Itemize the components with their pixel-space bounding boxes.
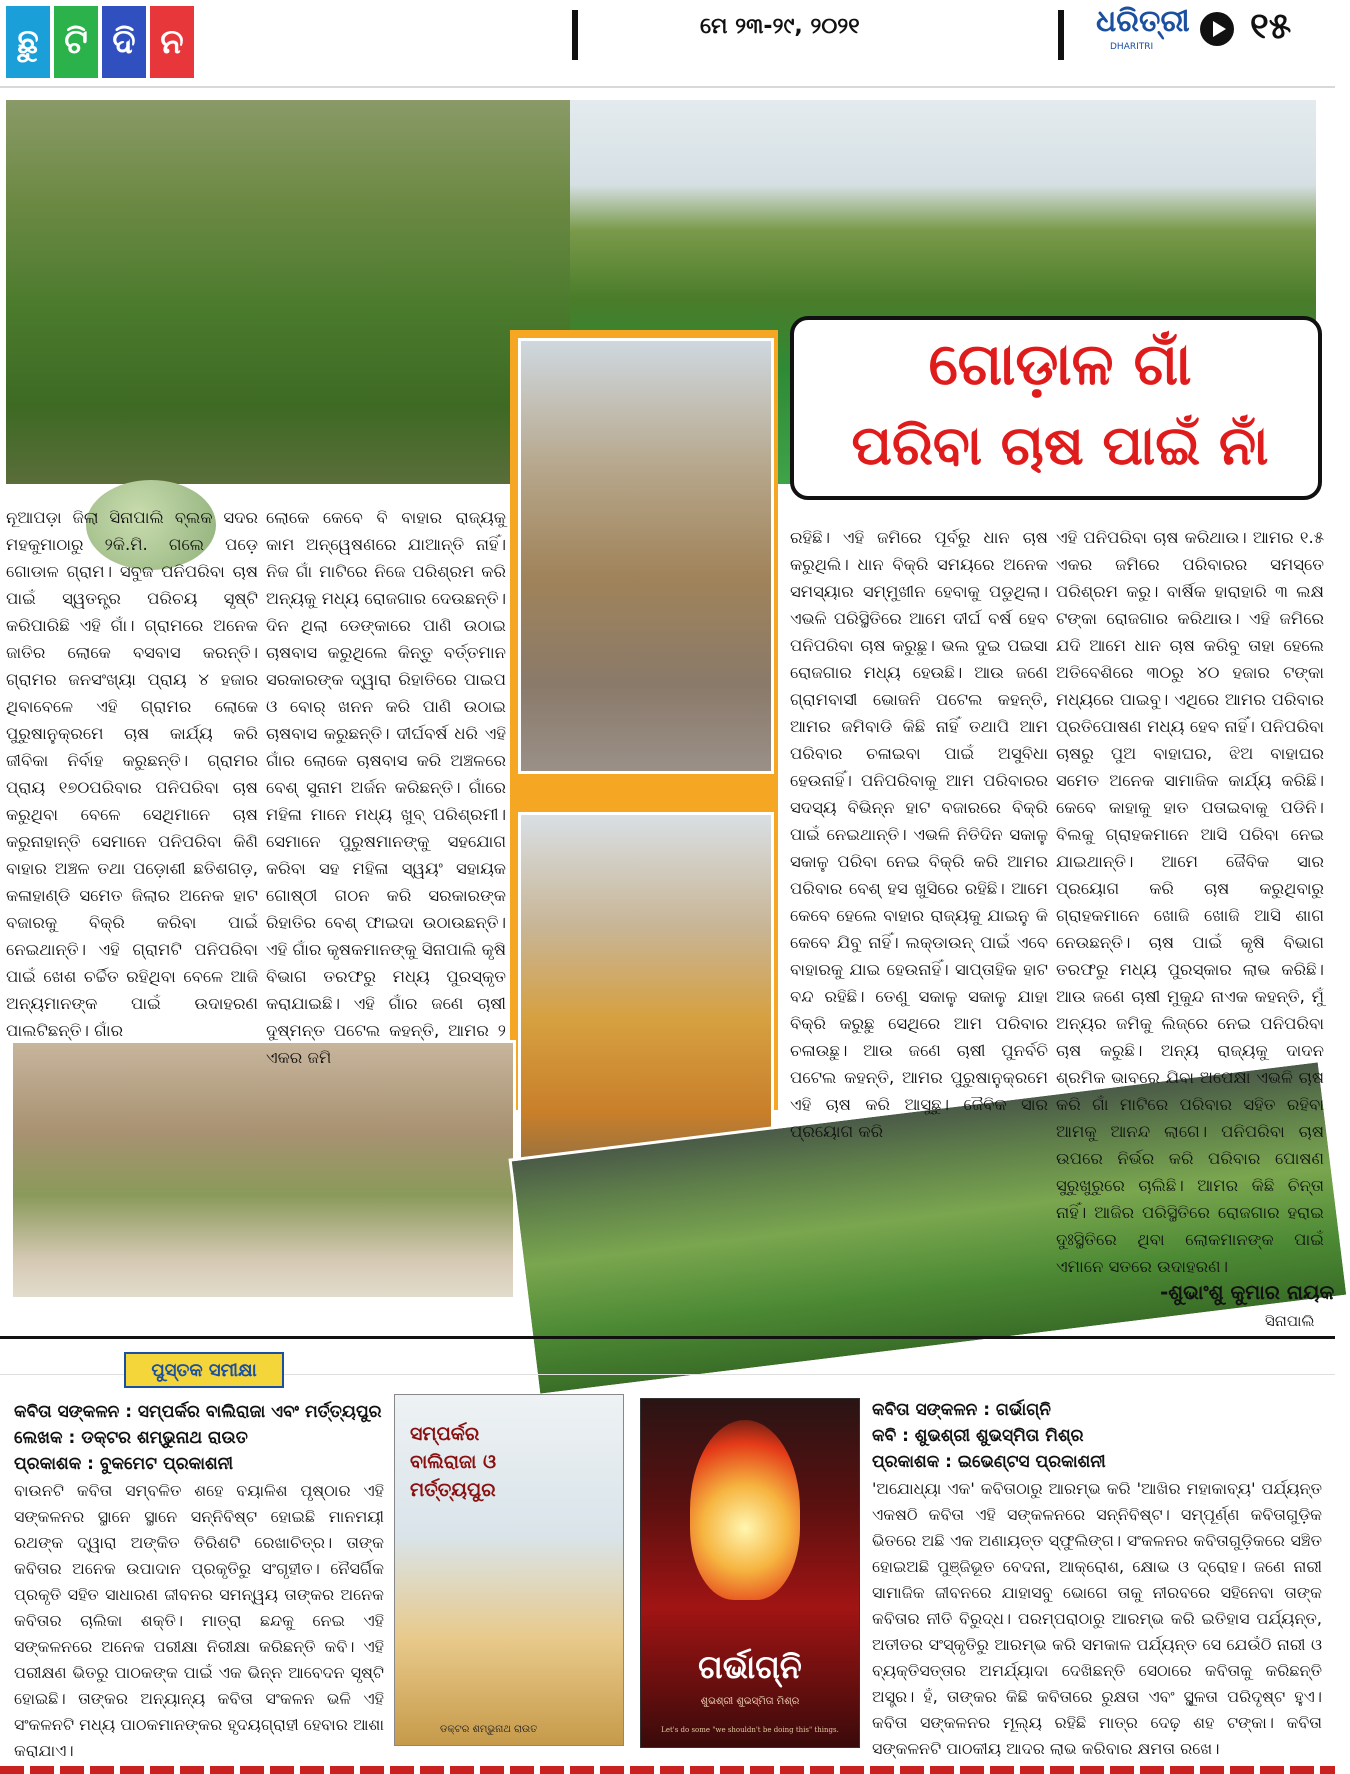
article-paragraph: ନୂଆପଡ଼ା ଜିଲା ସିନାପାଲି ବ୍ଲକ ସଦର ମହକୁମାଠାରୁ ୨କି.ମି. ଗଲେ ପଡ଼େ ଗୋଡାଳ ଗ୍ରାମ। ସବୁଜ ପନିପରିବା ଚାଷ ପାଇଁ ସ୍ୱତନ୍ତ୍ର ପରିଚୟ ସୃଷ୍ଟି କରିପାରିଛି ଏହି ଗାଁ। ଗ୍ରାମରେ ଅନେକ ଜାତିର ଲୋକେ ବସବାସ କରନ୍ତି। ଗ୍ରାମର ଜନସଂଖ୍ୟା ପ୍ରାୟ ୪ ହଜାର ଥିବାବେଳେ ଏହି ଗ୍ରାମର ଲୋକେ ପୁରୁଷାନୁକ୍ରମେ ଚାଷ କାର୍ଯ୍ୟ କରି ଜୀବିକା ନିର୍ବାହ କରୁଛନ୍ତି। ଗ୍ରାମର ପ୍ରାୟ ୧୭୦ପରିବାର ପନିପରିବା ଚାଷ କରୁଥିବା ବେଳେ ସେଥିମାନେ ଚାଷ କରୁନାହାନ୍ତି ସେମାନେ ପନିପରିବା କିଣି ବାହାର ଅଞ୍ଚଳ ତଥା ପଡ଼ୋଶୀ ଛତିଶଗଡ଼, କଳାହାଣ୍ଡି ସମେତ ଜିଲାର ଅନେକ ହାଟ ବଜାରକୁ ବିକ୍ରି କରିବା ପାଇଁ ନେଇଥାନ୍ତି। ଏହି ଗ୍ରାମଟି ପନିପରିବା ପାଇଁ ଖେଶ ଚର୍ଚ୍ଚିତ ରହିଥିବା ବେଳେ ଆଜି ଅନ୍ୟମାନଙ୍କ ପାଇଁ ଉଦାହରଣ ପାଲଟିଛନ୍ତି। ଗାଁର [6,508,258,1040]
review-2-publisher: ପ୍ରକାଶକ : ଇଭେଣ୍ଟସ ପ୍ରକାଶନୀ [872,1452,1106,1472]
brand-letter-4: ନ [150,6,194,78]
book-cover-1-author: ଡକ୍ଟର ଶମ୍ଭୁନାଥ ରାଉତ [440,1724,538,1735]
play-icon [1200,12,1234,46]
newspaper-logo-subtitle: DHARITRI [1110,42,1154,52]
article-paragraph: ଏହି ପନିପରିବା ଚାଷ କରିଥାଉ। ଆମର ୧.୫ ଏକର ଜମିରେ ପରିବାରର ସମସ୍ତେ ପରିଶ୍ରମ କରୁ। ବାର୍ଷିକ ହାରାହାରି ୩ ଲକ୍ଷ ଟଙ୍କା ରୋଜଗାର କରିଥାଉ। ଏହି ଜମିରେ ଯଦି ଆମେ ଧାନ ଚାଷ କରିବୁ ତାହା ହେଲେ ଅତିବେଶିରେ ୩୦ରୁ ୪୦ ହଜାର ଟଙ୍କା ମଧ୍ୟରେ ପାଇବୁ। ଏଥିରେ ଆମର ପରିବାର ପ୍ରତିପୋଷଣ ମଧ୍ୟ ହେବ ନାହିଁ। ପନିପରିବା ଚାଷରୁ ପୁଅ ବାହାଘର, ଝିଅ ବାହାଘର ସମେତ ଅନେକ ସାମାଜିକ କାର୍ଯ୍ୟ କରିଛି। କେବେ କାହାକୁ ହାତ ପତାଇବାକୁ ପଡିନି। ବିଲକୁ ଗ୍ରାହକମାନେ ଆସି ପରିବା ନେଇ ଯାଇଥାନ୍ତି। ଆମେ ଜୈବିକ ସାର ପ୍ରୟୋଗ କରି ଚାଷ କରୁଥିବାରୁ ଗ୍ରାହକମାନେ ଖୋଜି ଖୋଜି ଆସି ଶାଗ ନେଉଛନ୍ତି। ଚାଷ ପାଇଁ କୃଷି ବିଭାଗ ତରଫରୁ ମଧ୍ୟ ପୁରସ୍କାର ଲାଭ କରିଛି। ଆଉ ଜଣେ ଚାଷୀ ମୁକୁନ୍ଦ ନାଏକ କହନ୍ତି, ମୁଁ ଅନ୍ୟର ଜମିକୁ ଲିଜ୍‌ରେ ନେଇ ପନିପରିବା ଚାଷ କରୁଛି। ଅନ୍ୟ ରାଜ୍ୟକୁ ଦାଦନ ଶ୍ରମିକ ଭାବରେ ଯିବା ଅପେକ୍ଷା ଏଭଳି ଚାଷ କରି ଗାଁ ମାଟିରେ ପରିବାର ସହିତ ରହିବା ଆମକୁ ଆନନ୍ଦ ଲାଗେ। ପନିପରିବା ଚାଷ ଉପରେ ନିର୍ଭର କରି ପରିବାର ପୋଷଣ ସୁରୁଖୁରୁରେ ଚାଲିଛି। ଆମର କିଛି ଚିନ୍ତା ନାହିଁ। ଆଜିର ପରିସ୍ଥିତିରେ ରୋଜଗାର ହରାଇ ଦୁଃସ୍ଥିତିରେ ଥିବା ଲୋକମାନଙ୍କ ପାଇଁ ଏମାନେ ସତରେ ଉଦାହରଣ। [1056,528,1324,1276]
brand-letter-2: ଟି [54,6,98,78]
article-paragraph: ରହିଛି। ଏହି ଜମିରେ ପୂର୍ବରୁ ଧାନ ଚାଷ କରୁଥିଲି। ଧାନ ବିକ୍ରି ସମୟରେ ଅନେକ ସମସ୍ୟାର ସମ୍ମୁଖୀନ ହେବାକୁ ପଡୁଥିଲା। ଏଭଳି ପରିସ୍ଥିତିରେ ଆମେ ଦୀର୍ଘ ବର୍ଷ ହେବ ପନିପରିବା ଚାଷ କରୁଛୁ। ଭଲ ଦୁଇ ପଇସା ରୋଜଗାର ମଧ୍ୟ ହେଉଛି। ଆଉ ଜଣେ ଗ୍ରାମବାସୀ ଭୋଜନି ପଟେଲ କହନ୍ତି, ଆମର ଜମିବାଡି କିଛି ନାହିଁ ତଥାପି ଆମ ପରିବାର ଚଳାଇବା ପାଇଁ ଅସୁବିଧା ହେଉନାହିଁ। ପନିପରିବାକୁ ଆମ ପରିବାରର ସଦସ୍ୟ ବିଭିନ୍ନ ହାଟ ବଜାରରେ ବିକ୍ରି ପାଇଁ ନେଇଥାନ୍ତି। ଏଭଳି ନିତିଦିନ ସକାଳୁ ସକାଳୁ ପରିବା ନେଇ ବିକ୍ରି କରି ଆମର ପରିବାର ବେଶ୍ ହସ ଖୁସିରେ ରହିଛି। ଆମେ କେବେ ହେଲେ ବାହାର ରାଜ୍ୟକୁ ଯାଇନୁ କି କେବେ ଯିବୁ ନାହିଁ। ଲକ୍‌ଡାଉନ୍ ପାଇଁ ଏବେ ବାହାରକୁ ଯାଇ ହେଉନାହିଁ। ସାପ୍ତାହିକ ହାଟ ବନ୍ଦ ରହିଛି। ତେଣୁ ସକାଳୁ ସକାଳୁ ଯାହା ବିକ୍ରି କରୁଛୁ ସେଥିରେ ଆମ ପରିବାର ଚଳାଉଛୁ। ଆଉ ଜଣେ ଚାଷୀ ପୁନର୍ବଚି ପଟେଲ କହନ୍ତି, ଆମର ପୁରୁଷାନୁକ୍ରମେ ଏହି ଚାଷ କରି ଆସୁଛୁ। ଜୈବିକ ସାର ପ୍ରୟୋଗ କରି [790,528,1048,1141]
headline-subline: ପରିବା ଚାଷ ପାଇଁ ନାଁ [851,414,1269,477]
footer-border [0,1766,1335,1774]
article-column-3 [790,524,1048,1141]
page-number: ୧୫ [1250,6,1292,47]
photo-vegetable-market [10,1040,516,1300]
header-divider [572,10,578,60]
photo-pumpkin-vines [6,100,570,484]
brand-letter-3: ଦି [102,6,146,78]
issue-date: ମେ ୨୩-୨୯, ୨୦୨୧ [700,14,860,39]
book-cover-2-tagline: Let's do some "we shouldn't be doing this" things. [661,1726,839,1734]
review-1-author: ଲେଖକ : ଡକ୍ଟର ଶମ୍ଭୁନାଥ ରାଉତ [14,1428,248,1448]
byline-author: -ଶୁଭାଂଶୁ କୁମାର ନାୟକ [1160,1280,1335,1304]
header-divider [1058,10,1064,60]
article-paragraph: ଲୋକେ କେବେ ବି ବାହାର ରାଜ୍ୟକୁ କାମ ଅନ୍ୱେଷଣରେ ଯାଆନ୍ତି ନାହିଁ। ନିଜ ଗାଁ ମାଟିରେ ନିଜେ ପରିଶ୍ରମ କରି ଅନ୍ୟକୁ ମଧ୍ୟ ରୋଜଗାର ଦେଉଛନ୍ତି। ଦିନ ଥିଲା ଡେଙ୍କାରେ ପାଣି ଉଠାଇ ଚାଷବାସ କରୁଥିଲେ କିନ୍ତୁ ବର୍ତ୍ତମାନ ସରକାରଙ୍କ ଦ୍ୱାରା ରିହାତିରେ ପାଇପ ଓ ବୋର୍ ଖନନ କରି ପାଣି ଉଠାଇ ଚାଷବାସ କରୁଛନ୍ତି। ଦୀର୍ଘବର୍ଷ ଧରି ଏହି ଗାଁର ଲୋକେ ଚାଷବାସ କରି ଅଞ୍ଚଳରେ ବେଶ୍ ସୁନାମ ଅର୍ଜନ କରିଛନ୍ତି। ଗାଁରେ ମହିଳା ମାନେ ମଧ୍ୟ ଖୁବ୍ ପରିଶ୍ରମୀ। ସେମାନେ ପୁରୁଷମାନଙ୍କୁ ସହଯୋଗ କରିବା ସହ ମହିଳା ସ୍ୱୟଂ ସହାୟକ ଗୋଷ୍ଠୀ ଗଠନ କରି ସରକାରଙ୍କ ରିହାତିର ବେଶ୍ ଫାଇଦା ଉଠାଉଛନ୍ତି। ଏହି ଗାଁର କୃଷକମାନଙ୍କୁ ସିନାପାଲି କୃଷି ବିଭାଗ ତରଫରୁ ମଧ୍ୟ ପୁରସ୍କୃତ କରାଯାଇଛି। ଏହି ଗାଁର ଜଣେ ଚାଷୀ ଦୁଷ୍ମନ୍ତ ପଟେଲ କହନ୍ତି, ଆମର ୨ ଏକର ଜମି [266,508,506,1067]
brand-letter-1: ଛୁ [6,6,50,78]
review-1-title: କବିତା ସଙ୍କଳନ : ସମ୍ପର୍କର ବାଲିରାଜା ଏବଂ ମର୍ତ୍ତ୍ୟପୁର [14,1402,382,1422]
article-column-4 [1056,524,1324,1276]
review-2-body: 'ଅଯୋଧ୍ୟା ଏକ' କବିତାଠାରୁ ଆରମ୍ଭ କରି 'ଆଖିର ମହାକାବ୍ୟ' ପର୍ଯ୍ୟନ୍ତ ଏକଷଠି କବିତା ଏହି ସଙ୍କଳନରେ ସନ୍ନିବିଷ୍ଟ। ସମ୍ପୂର୍ଣ୍ଣ କବିତାଗୁଡ଼ିକ ଭିତରେ ଅଛି ଏକ ଅଣାୟତ୍ତ ସ୍ଫୁଲିଙ୍ଗ। ସଂକଳନର କବିତାଗୁଡ଼ିକରେ ସଞ୍ଚିତ ହୋଇଅଛି ପୁଞ୍ଜିଭୂତ ବେଦନା, ଆକ୍ରୋଶ, କ୍ଷୋଭ ଓ ଦ୍ରୋହ। ଜଣେ ନାରୀ ସାମାଜିକ ଜୀବନରେ ଯାହାସବୁ ଭୋଗେ ତାକୁ ନୀରବରେ ସହିନେବା ତାଙ୍କ କବିତାର ନୀତି ବିରୁଦ୍ଧ। ପରମ୍ପରାଠାରୁ ଆରମ୍ଭ କରି ଇତିହାସ ପର୍ଯ୍ୟନ୍ତ, ଅତୀତର ସଂସ୍କୃତିରୁ ଆରମ୍ଭ କରି ସମକାଳ ପର୍ଯ୍ୟନ୍ତ ସେ ଯେଉଁଠି ନାରୀ ଓ ବ୍ୟକ୍ତିସତ୍ତାର ଅମର୍ଯ୍ୟାଦା ଦେଖିଛନ୍ତି ସେଠାରେ କବିତାକୁ କରିଛନ୍ତି ଅସ୍ତ୍ର। ହଁ, ତାଙ୍କର କିଛି କବିତାରେ ରୁକ୍ଷତା ଏବଂ ସ୍ଥୂଳତା ପରିଦୃଷ୍ଟ ହୁଏ। କବିତା ସଙ୍କଳନର ମୂଲ୍ୟ ରହିଛି ମାତ୍ର ଦେଢ଼ ଶହ ଟଙ୍କା। କବିତା ସଙ୍କଳନଟି ପାଠକୀୟ ଆଦର ଲାଭ କରିବାର କ୍ଷମତା ରଖେ। [872,1479,1322,1758]
article-column-1 [6,504,258,1040]
review-1-body: ବାଉନଟି କବିତା ସମ୍ବଳିତ ଶହେ ବୟାଳିଶ ପୃଷ୍ଠାର ଏହି ସଙ୍କଳନର ସ୍ଥାନେ ସ୍ଥାନେ ସନ୍ନିବିଷ୍ଟ ହୋଇଛି ମାନମୟୀ ରଥଙ୍କ ଦ୍ୱାରା ଅଙ୍କିତ ତିରିଶଟି ରେଖାଚିତ୍ର। ତାଙ୍କ କବିତାର ଅନେକ ଉପାଦାନ ପ୍ରକୃତିରୁ ସଂଗୃହୀତ। ନୈସର୍ଗିକ ପ୍ରକୃତି ସହିତ ସାଧାରଣ ଜୀବନର ସମନ୍ୱୟ ତାଙ୍କର ଅନେକ କବିତାର ଚାଲିକା ଶକ୍ତି। ମାତ୍ରା ଛନ୍ଦକୁ ନେଇ ଏହି ସଙ୍କଳନରେ ଅନେକ ପରୀକ୍ଷା ନିରୀକ୍ଷା କରିଛନ୍ତି କବି। ଏହି ପରୀକ୍ଷଣ ଭିତରୁ ପାଠକଙ୍କ ପାଇଁ ଏକ ଭିନ୍ନ ଆବେଦନ ସୃଷ୍ଟି ହୋଇଛି। ତାଙ୍କର ଅନ୍ୟାନ୍ୟ କବିତା ସଂକଳନ ଭଳି ଏହି ସଂକଳନଟି ମଧ୍ୟ ପାଠକମାନଙ୍କର ହୃଦୟଗ୍ରାହୀ ହେବାର ଆଶା କରାଯାଏ। [14,1481,384,1760]
flame-illustration [690,1420,800,1600]
byline-location: ସିନାପାଲି [1265,1312,1315,1330]
review-2-title: କବିତା ସଙ୍କଳନ : ଗର୍ଭାଗ୍ନି [872,1400,1052,1420]
book-cover-2-title: ଗର୍ଭାଗ୍ନି [698,1648,802,1686]
review-2-author: କବି : ଶୁଭଶ୍ରୀ ଶୁଭସ୍ମିତା ମିଶ୍ର [872,1426,1084,1446]
article-column-2 [266,504,506,1067]
newspaper-logo: ଧରିତ୍ରୀ [1096,4,1190,39]
book-cover-1-title: ସମ୍ପର୍କର ବାଲିରାଜା ଓ ମର୍ତ୍ତ୍ୟପୁର [410,1423,497,1501]
section-divider [0,1336,1335,1339]
headline: ଗୋଡ଼ାଳ ଗାଁ [928,330,1192,398]
section-brand [6,6,206,82]
photo-farmer-bicycle [518,338,774,774]
header-rule [0,86,1335,88]
book-cover-2-author: ଶୁଭଶ୍ରୀ ଶୁଭସ୍ମିତା ମିଶ୍ର [700,1696,800,1707]
review-1-publisher: ପ୍ରକାଶକ : ବୁକମେଟ ପ୍ରକାଶନୀ [14,1454,234,1474]
section-label-book-review: ପୁସ୍ତକ ସମୀକ୍ଷା [124,1352,284,1388]
